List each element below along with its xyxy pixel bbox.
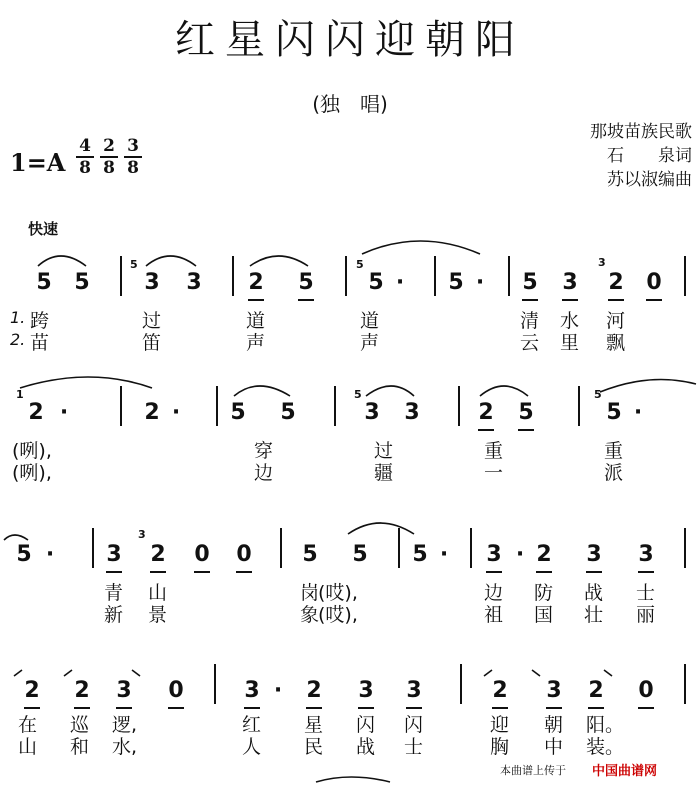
lyric-1: 重 [484,440,504,462]
lyric-1: 闪 [404,714,424,736]
lyric-1: (哎), [318,582,358,604]
note: 0 [636,678,656,703]
lyric-1: 闪 [356,714,376,736]
lyric-2: 人 [242,736,262,758]
lyric-2: 和 [70,736,90,758]
credits [560,120,692,192]
slur [146,256,196,266]
note: 5 [412,542,428,567]
barline [280,528,282,568]
barline [345,256,347,296]
note: 2 [246,270,266,295]
lyric-2: 士 [404,736,424,758]
barline [334,386,336,426]
slur [20,377,152,388]
time-signature-2: $\frac{2}{8}$ [100,136,118,178]
note: 0 [234,542,254,567]
performance-note: (独 唱) [312,92,388,116]
note: 5 [280,400,296,425]
barline [578,386,580,426]
lyric-1: 星 [304,714,324,736]
barline [120,256,122,296]
tempo-marking: 快速 [28,220,59,238]
note: 2 [28,400,44,425]
lyric-1: 在 [18,714,38,736]
lyric-2: 战 [356,736,376,758]
lyric-1: 过 [142,310,162,332]
grace-note: 5 [130,258,138,271]
note: 3 [104,542,124,567]
slur [366,386,414,396]
note: 3 [114,678,134,703]
note: 2 [148,542,168,567]
slur [4,535,28,540]
note: 3 [636,542,656,567]
barline [398,528,400,568]
barline [508,256,510,296]
slur [250,256,308,266]
lyric-2: 水, [112,736,138,758]
note: 3 [544,678,564,703]
note: 2 [304,678,324,703]
slur [316,777,390,782]
note: 3 [242,678,262,703]
lyric-2: 派 [604,462,624,484]
glide-mark [532,670,540,676]
grace-note: 1 [16,388,24,401]
note: 3 [584,542,604,567]
barline [684,528,686,568]
time-signature-1: $\frac{4}{8}$ [76,136,94,178]
lyric-1: 青 [104,582,124,604]
lyric-2: 民 [304,736,324,758]
credit-source: 那坡苗族民歌 [590,122,692,142]
note: 5 [352,542,368,567]
barline [470,528,472,568]
lyric-2: 声 [246,332,266,354]
barline [216,386,218,426]
barline [460,664,462,704]
lyric-2: 里 [560,332,580,354]
note: 3 [484,542,504,567]
lyric-2: (咧), [12,462,52,484]
note: 5 [516,400,536,425]
lyric-1: 巡 [70,714,90,736]
note: 5 [368,270,384,295]
lyric-1: 朝 [544,714,564,736]
note: 5 [230,400,246,425]
note: 2 [476,400,496,425]
barline [684,256,686,296]
glide-mark [64,670,72,676]
slur [480,386,528,396]
barline [458,386,460,426]
lyric-2: 苗 [30,332,50,354]
note: 0 [644,270,664,295]
lyric-1: 道 [246,310,266,332]
note: 2 [490,678,510,703]
note: 5 [302,542,318,567]
lyric-1: 红 [242,714,262,736]
lyric-2: 国 [534,604,554,626]
verse-number: 2. [10,330,26,349]
grace-note: 3 [138,528,146,541]
note: 2 [144,400,160,425]
lyric-1: 士 [636,582,656,604]
note: 2 [606,270,626,295]
barline [92,528,94,568]
lyric-2: 胸 [490,736,510,758]
note: 3 [404,400,420,425]
note: 2 [534,542,554,567]
dot: · [439,542,449,567]
note: 2 [72,678,92,703]
lyric-2: 象 [300,604,320,626]
note: 3 [560,270,580,295]
page-title: 红星闪闪迎朝阳 [175,17,525,63]
dot: · [171,400,181,425]
dot: · [45,542,55,567]
slur [234,386,290,396]
lyric-1: 边 [484,582,504,604]
slur [600,380,696,393]
grace-note: 5 [356,258,364,271]
barline [120,386,122,426]
glide-mark [484,670,492,676]
dot: · [395,270,405,295]
site-logo: 中国曲谱网 [592,764,658,779]
lyric-2: 边 [254,462,274,484]
lyric-1: 逻, [112,714,138,736]
lyric-2: 笛 [142,332,162,354]
lyric-1: 河 [606,310,626,332]
note: 3 [144,270,160,295]
credit-lyricist: 石 泉词 [607,146,692,166]
time-signature-3: $\frac{3}{8}$ [124,136,142,178]
lyric-2: 壮 [584,604,604,626]
lyric-1: 过 [374,440,394,462]
barline [214,664,216,704]
lyric-1: 战 [584,582,604,604]
lyric-1: 跨 [30,310,50,332]
note: 2 [22,678,42,703]
lyric-2: 中 [544,736,564,758]
lyric-1: 穿 [254,440,274,462]
lyric-1: 山 [148,582,168,604]
glide-mark [132,670,140,676]
note: 5 [606,400,622,425]
note: 5 [16,542,32,567]
lyric-1: 清 [520,310,540,332]
note: 5 [520,270,540,295]
lyric-1: 重 [604,440,624,462]
note: 3 [356,678,376,703]
dot: · [633,400,643,425]
dot: · [273,678,283,703]
dot: · [59,400,69,425]
note: 3 [186,270,202,295]
lyric-1: 道 [360,310,380,332]
lyric-2: 飘 [606,332,626,354]
grace-note: 3 [598,256,606,269]
note: 3 [364,400,380,425]
lyric-1: 岗 [300,582,320,604]
lyric-1: 阳。 [586,714,625,736]
glide-mark [14,670,22,676]
note: 0 [166,678,186,703]
slur [362,241,480,254]
note: 2 [586,678,606,703]
lyric-2: 装。 [586,736,625,758]
footer-note: 本曲谱上传于 [500,764,566,777]
lyric-2: 一 [484,462,504,484]
glide-mark [604,670,612,676]
barline [434,256,436,296]
note: 5 [448,270,464,295]
lyric-2: (哎), [318,604,358,626]
barline [232,256,234,296]
note: 5 [296,270,316,295]
lyric-2: 丽 [636,604,656,626]
lyric-2: 山 [18,736,38,758]
lyric-1: 迎 [490,714,510,736]
note: 0 [192,542,212,567]
barline [684,664,686,704]
verse-number: 1. [10,308,26,327]
key-signature: 1=A [10,148,66,177]
lyric-2: 云 [520,332,540,354]
lyric-2: 新 [104,604,124,626]
grace-note: 5 [354,388,362,401]
grace-note: 5 [594,388,602,401]
lyric-1: 水 [560,310,580,332]
note: 5 [74,270,90,295]
credit-arranger: 苏以淑编曲 [607,170,692,190]
lyric-2: 声 [360,332,380,354]
dot: · [515,542,525,567]
slur [38,256,86,266]
lyric-1: 防 [534,582,554,604]
note: 5 [36,270,52,295]
slur [348,523,414,534]
lyric-2: 景 [148,604,168,626]
lyric-2: 疆 [374,462,394,484]
lyric-1: (咧), [12,440,52,462]
lyric-2: 祖 [484,604,504,626]
note: 3 [404,678,424,703]
dot: · [475,270,485,295]
